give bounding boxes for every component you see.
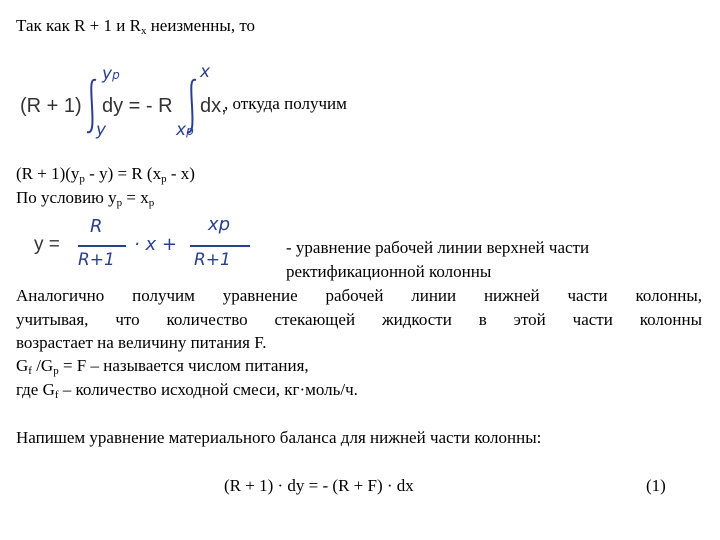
upper-limit-1: yp <box>102 64 120 84</box>
upper-limit-2: x <box>200 62 211 82</box>
g1-sub-p: p <box>53 365 59 377</box>
fraction-bar-1 <box>78 245 126 247</box>
cond-part-a: По условию y <box>16 188 117 207</box>
paragraph-line-2: учитывая, что количество стекающей жидкости в этой части колонны <box>16 310 702 329</box>
cond-sub-1: p <box>116 197 123 209</box>
intro-line <box>16 16 255 36</box>
formula2-mid: · x + <box>134 234 177 255</box>
g1-part-c: = F – называется числом питания, <box>58 356 309 375</box>
eq-desc-line-1: - уравнение рабочей линии верхней части <box>286 238 590 257</box>
eq-desc-line-2: ректификационной колонны <box>286 262 492 281</box>
lower-limit-1: y <box>96 120 107 140</box>
condition-line <box>16 188 154 208</box>
balance-heading: Напишем уравнение материального баланса для нижней части колонны: <box>16 428 542 447</box>
eq3-sub-1: p <box>79 173 85 185</box>
formula2-num1: R <box>90 216 103 237</box>
feed-number-line <box>16 356 309 376</box>
cond-part-b: = x <box>122 188 149 207</box>
intro-text-b: неизменны, то <box>146 16 256 35</box>
formula1-tail: , откуда получим <box>224 94 347 113</box>
formula2-num2: xp <box>208 214 231 235</box>
formula2-den1: R+1 <box>78 250 115 270</box>
integral-left-coef: (R + 1) <box>20 95 82 117</box>
g1-part-a: G <box>16 356 29 375</box>
equation-number: (1) <box>646 476 666 495</box>
eq3-part-c: - x) <box>166 164 195 183</box>
g2-part-a: где G <box>16 380 55 399</box>
formula2-y: y = <box>34 234 60 255</box>
lower-limit-2: xp <box>176 120 194 140</box>
eq3-part-b: - y) = R (x <box>84 164 162 183</box>
final-equation: (R + 1) · dy = - (R + F) · dx <box>224 476 414 495</box>
equation-line-3 <box>16 164 195 184</box>
integral-formula-image <box>16 62 227 146</box>
eq3-part-a: (R + 1)(y <box>16 164 80 183</box>
g1-sub-f: f <box>28 365 32 377</box>
feed-definition-line <box>16 380 358 400</box>
paragraph-line-1: Аналогично получим уравнение рабочей линии нижней части колонны, <box>16 286 702 305</box>
cond-sub-2: p <box>148 197 155 209</box>
operating-line-formula-image <box>30 214 280 280</box>
paragraph-line-3: возрастает на величину питания F. <box>16 333 267 352</box>
integral-dx: dx, <box>200 95 227 117</box>
g2-sub-f: f <box>54 389 59 401</box>
integral-dy: dy = - R <box>102 95 173 117</box>
intro-sub-x: x <box>140 25 147 37</box>
g1-part-b: /G <box>31 356 54 375</box>
eq3-sub-2: p <box>161 173 167 185</box>
fraction-bar-2 <box>190 245 250 247</box>
g2-part-b: – количество исходной смеси, кг·моль/ч. <box>58 380 358 399</box>
intro-text-a: Так как R + 1 и R <box>16 16 141 35</box>
formula2-den2: R+1 <box>194 250 231 270</box>
